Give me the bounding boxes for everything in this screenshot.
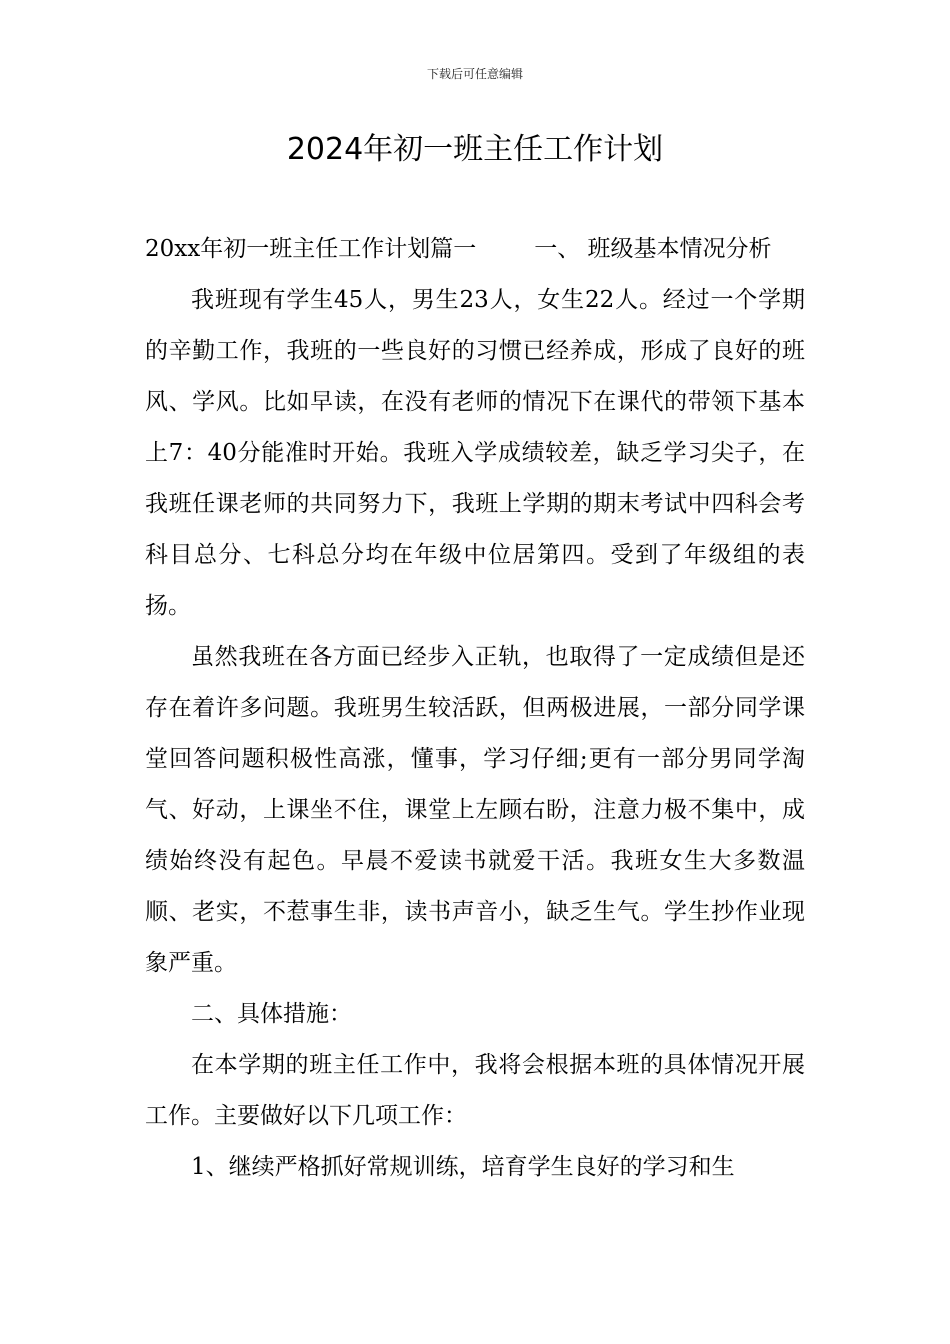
intro-heading: 20xx年初一班主任工作计划篇一 (145, 236, 477, 262)
section1-heading: 一、 班级基本情况分析 (534, 236, 772, 262)
section2-heading: 二、具体措施： (191, 1001, 352, 1027)
paragraph-class-overview: 我班现有学生45人，男生23人，女生22人。经过一个学期的辛勤工作，我班的一些良好的习惯已经养成，形成了良好的班风、学风。比如早读，在没有老师的情况下在课代的带领下基本上7：40分能准时开始。我班入学成绩较差，缺乏学习尖子，在我班任课老师的共同努力下，我班上学期的期末考试中四科会考科目总分、七科总分均在年级中位居第四。受到了年级组的表扬。 (145, 287, 805, 619)
document-body (145, 224, 805, 1193)
paragraph-measure-1: 1、继续严格抓好常规训练，培育学生良好的学习和生 (191, 1154, 735, 1180)
paragraph-measures-intro: 在本学期的班主任工作中，我将会根据本班的具体情况开展工作。主要做好以下几项工作： (145, 1052, 805, 1129)
intro-paragraph (145, 224, 805, 275)
header-note: 下载后可任意编辑 (426, 67, 523, 81)
document-title: 2024年初一班主任工作计划 (286, 132, 664, 167)
paragraph-class-problems: 虽然我班在各方面已经步入正轨，也取得了一定成绩但是还存在着许多问题。我班男生较活跃，但两极进展，一部分同学课堂回答问题积极性高涨，懂事，学习仔细;更有一部分男同学淘气、好动，上课坐不住，课堂上左顾右盼，注意力极不集中，成绩始终没有起色。早晨不爱读书就爱干活。我班女生大多数温顺、老实，不惹事生非，读书声音小，缺乏生气。学生抄作业现象严重。 (145, 644, 805, 976)
